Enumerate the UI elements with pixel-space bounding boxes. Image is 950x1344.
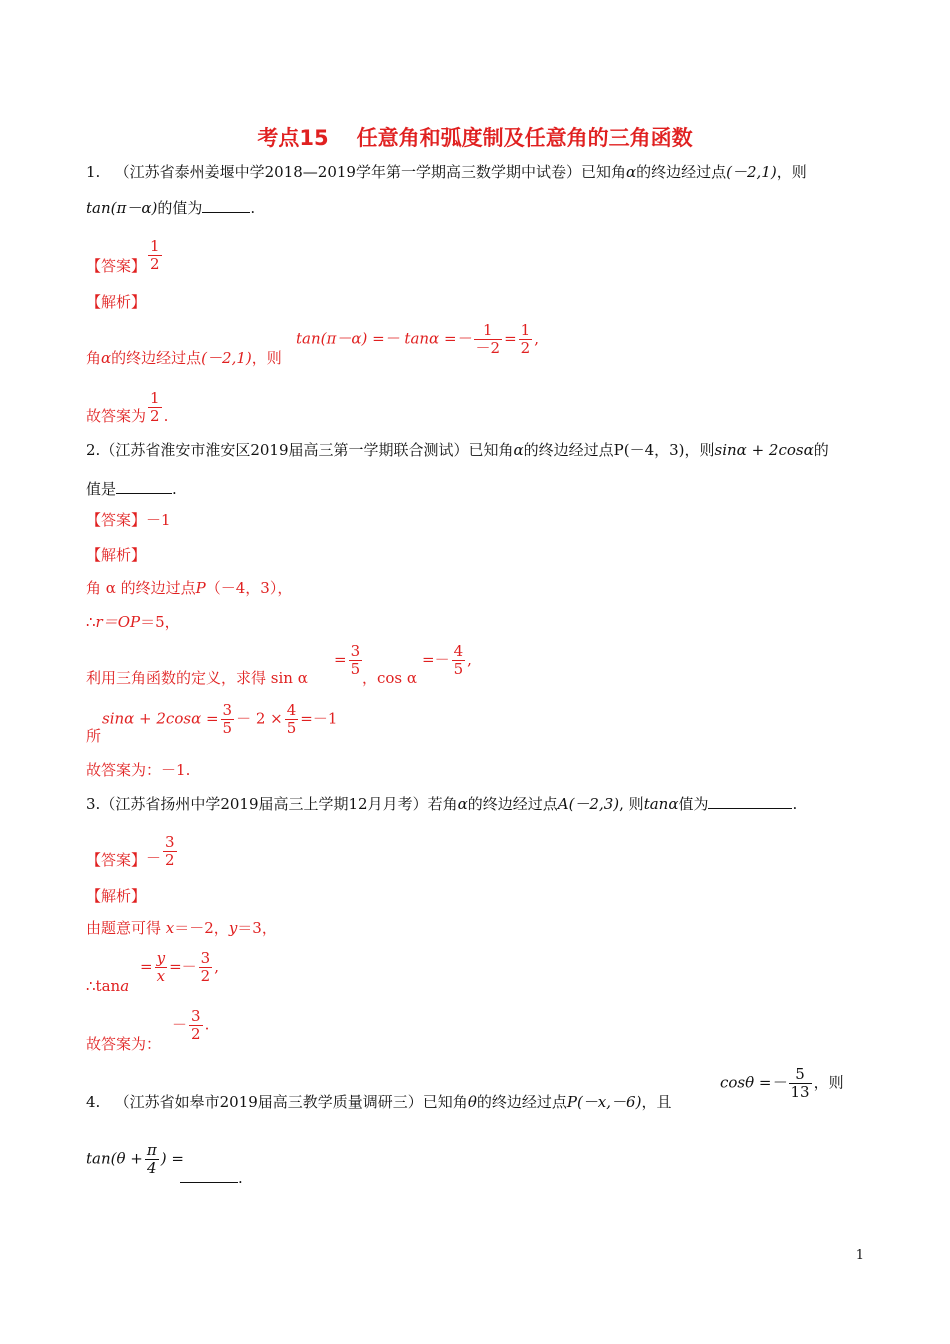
q1-stem: 1. （江苏省泰州姜堰中学2018—2019学年第一学期高三数学期中试卷）已知角α的终边经过点(－2,1)，则: [86, 163, 807, 181]
q2-sin-value: = $\frac{3}{5}$: [334, 642, 361, 678]
q4-stem: 4. （江苏省如皋市2019届高三教学质量调研三）已知角θ的终边经过点P(－x,－6)，且: [86, 1093, 672, 1111]
page-number: 1: [855, 1248, 864, 1263]
q1-fraction-2: $\frac{1}{2}$: [520, 321, 531, 357]
q3-solution-line1: 由题意可得 x＝－2，y＝3，: [86, 919, 277, 937]
page-title: [0, 122, 950, 152]
q3-answer: 【答案】－ $\frac{3}{2}$: [86, 832, 175, 869]
q3-analysis-label: 【解析】: [86, 887, 147, 905]
q2-solution-line1: 角 α 的终边过点P（－4，3），: [86, 579, 293, 597]
q2-analysis-label: 【解析】: [86, 546, 147, 564]
q4-cos-condition: cosθ =－ $\frac{5}{13}$ ，则: [720, 1065, 844, 1101]
q2-solution-line2: ∴r＝OP＝5，: [86, 613, 180, 631]
q1-solution-formula: tan(π－α) =－ tanα =－ $\frac{1}{-2}$ = $\frac{1}{2}$ ,: [296, 321, 539, 357]
q1-fraction-1: $\frac{1}{-2}$: [475, 321, 501, 357]
q1-answer-blank[interactable]: [202, 198, 250, 213]
q1-answer: [86, 230, 164, 285]
q2-answer: 【答案】－1: [86, 511, 171, 529]
q4-answer-line: .: [180, 1168, 243, 1187]
q2-solution-suo: 所: [86, 727, 102, 745]
q2-cos-value: =－ $\frac{4}{5}$ ,: [422, 642, 472, 678]
q2-solution-final: 故答案为：－1.: [86, 761, 191, 779]
q3-final-fraction: － $\frac{3}{2}$ .: [172, 1007, 210, 1043]
q1-solution-line2: 故答案为 $\frac{1}{2}$ .: [86, 388, 169, 425]
q1-analysis-label: 【解析】: [86, 293, 147, 311]
q3-solution-line3: 故答案为：: [86, 1035, 162, 1053]
answer-label: 【答案】: [86, 257, 147, 275]
q4-answer-blank[interactable]: [180, 1168, 238, 1183]
q1-answer-fraction: $\frac{1}{2}$: [150, 236, 160, 273]
q2-answer-value: －1: [146, 511, 171, 529]
q1-solution-line1: 角α的终边经过点(－2,1)，则: [86, 349, 282, 367]
q2-answer-blank[interactable]: [116, 479, 172, 494]
q2-cos-label: ，cos α: [362, 669, 418, 687]
q2-solution-formula: sinα + 2cosα = $\frac{3}{5}$ － 2 × $\frac{4}{5}$ =－1: [102, 701, 338, 737]
q1-stem-line2: tan(π－α)的值为 .: [86, 199, 256, 217]
title-kaodian: 考点15: [257, 126, 329, 150]
q4-tan-expression: tan(θ + $\frac{\pi}{4}$ ) =: [86, 1141, 184, 1177]
q2-stem-line2: 值是 .: [86, 480, 177, 498]
title-topic: 任意角和弧度制及任意角的三角函数: [356, 126, 693, 150]
q2-stem: 2.（江苏省淮安市淮安区2019届高三第一学期联合测试）已知角α的终边经过点P(－4，3)，则sinα + 2cosα的: [86, 441, 829, 459]
q3-stem: 3.（江苏省扬州中学2019届高三上学期12月月考）若角α的终边经过点A(－2,3), 则tanα值为 .: [86, 795, 798, 813]
q3-solution-formula: = $\frac{y}{x}$ =－ $\frac{3}{2}$ ,: [140, 949, 219, 985]
q2-solution-line3: 利用三角函数的定义，求得 sin α: [86, 669, 308, 687]
q3-solution-line2: ∴tana: [86, 977, 130, 995]
q3-answer-blank[interactable]: [708, 794, 792, 809]
